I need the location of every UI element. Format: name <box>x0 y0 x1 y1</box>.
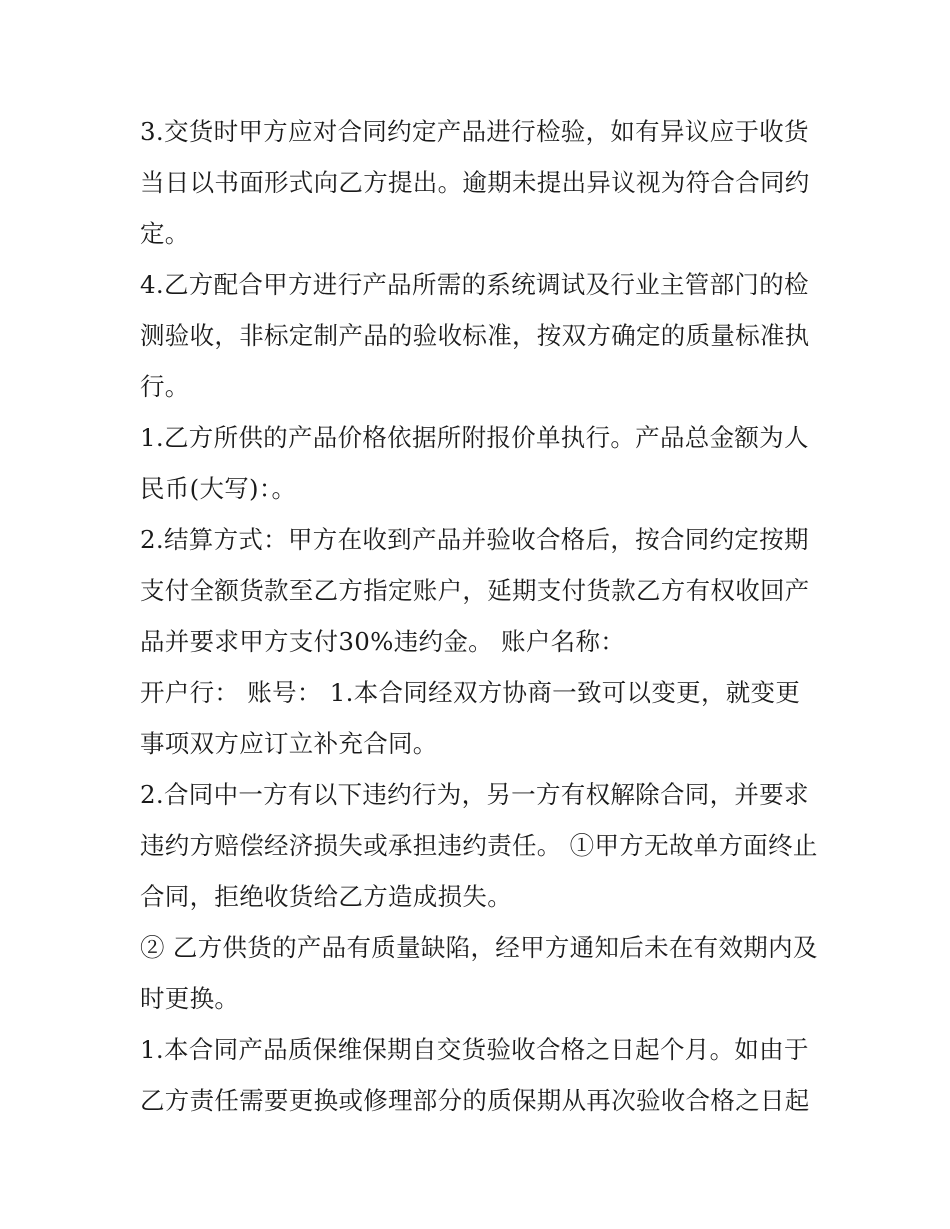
paragraph-bank-and-amendment: 开户行： 账号： 1.本合同经双方协商一致可以变更，就变更事项双方应订立补充合同。 <box>140 678 801 758</box>
document-body <box>140 106 820 1126</box>
paragraph-inspection: 3.交货时甲方应对合同约定产品进行检验，如有异议应于收货当日以书面形式向乙方提出。逾期未提出异议视为符合合同约定。 <box>140 117 810 248</box>
paragraph-warranty: 1.本合同产品质保维保期自交货验收合格之日起个月。如由于乙方责任需要更换或修理部分的质保期从再次验收合格之日起 <box>140 1035 810 1115</box>
paragraph-settlement: 2.结算方式：甲方在收到产品并验收合格后，按合同约定按期支付全额货款至乙方指定账户，延期支付货款乙方有权收回产品并要求甲方支付30%违约金。 账户名称： <box>140 525 810 656</box>
paragraph-quality-defect: ② 乙方供货的产品有质量缺陷，经甲方通知后未在有效期内及时更换。 <box>140 933 818 1013</box>
paragraph-breach: 2.合同中一方有以下违约行为，另一方有权解除合同，并要求违约方赔偿经济损失或承担违约责任。 ①甲方无故单方面终止合同，拒绝收货给乙方造成损失。 <box>140 780 818 911</box>
paragraph-price: 1.乙方所供的产品价格依据所附报价单执行。产品总金额为人民币(大写)：。 <box>140 423 809 503</box>
paragraph-acceptance: 4.乙方配合甲方进行产品所需的系统调试及行业主管部门的检测验收，非标定制产品的验收标准，按双方确定的质量标准执行。 <box>140 270 810 401</box>
